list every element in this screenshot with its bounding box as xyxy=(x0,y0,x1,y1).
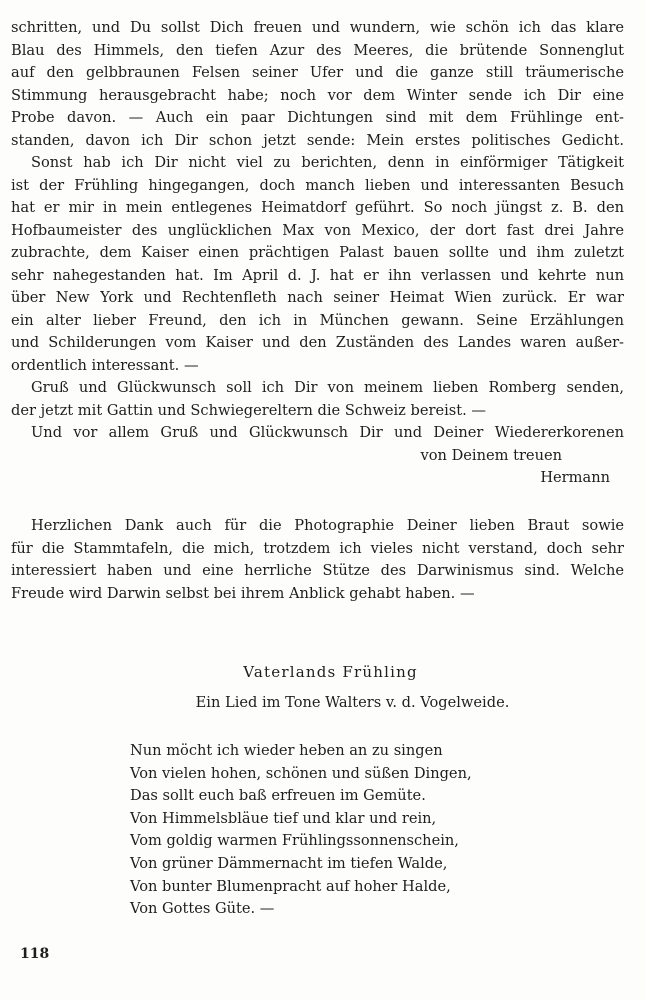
letter-signature: Hermann xyxy=(540,469,610,486)
text-line: Probe davon. — Auch ein paar Dichtungen sind mit dem Frühlinge ent- xyxy=(11,109,624,126)
text-line: schritten, und Du sollst Dich freuen und wundern, wie schön ich das klare xyxy=(11,19,624,36)
poem-subtitle: Ein Lied im Tone Walters v. d. Vogelweide. xyxy=(195,694,510,711)
letter-postscript xyxy=(11,515,624,605)
text-line: hat er mir in mein entlegenes Heimatdorf geführt. So noch jüngst z. B. den xyxy=(11,199,624,216)
text-line: interessiert haben und eine herrliche Stütze des Darwinismus sind. Welche xyxy=(11,562,624,579)
text-line: ordentlich interessant. — xyxy=(11,356,199,374)
poem-line: Von Gottes Güte. — xyxy=(130,900,275,918)
text-line: ein alter lieber Freund, den ich in München gewann. Seine Erzählungen xyxy=(11,311,624,329)
letter-paragraph-4 xyxy=(11,422,624,490)
text-line: sehr nahegestanden hat. Im April d. J. hat er ihn verlassen und kehrte nun xyxy=(11,266,624,284)
text-line: standen, davon ich Dir schon jetzt sende: Mein erstes politisches Gedicht. xyxy=(11,131,624,149)
letter-closing: von Deinem treuen xyxy=(420,446,562,464)
text-line: über New York und Rechtenfleth nach seiner Heimat Wien zurück. Er war xyxy=(11,289,624,306)
poem-line: Vom goldig warmen Frühlingssonnenschein, xyxy=(130,832,459,850)
page-number: 118 xyxy=(20,946,50,962)
poem-line: Von Himmelsbläue tief und klar und rein, xyxy=(130,809,437,827)
poem-body xyxy=(130,740,472,921)
poem-line: Von bunter Blumenpracht auf hoher Halde, xyxy=(130,877,451,895)
text-line: Hofbaumeister des unglücklichen Max von Mexico, der dort fast drei Jahre xyxy=(11,221,624,239)
text-line: für die Stammtafeln, die mich, trotzdem ich vieles nicht verstand, doch sehr xyxy=(11,539,624,557)
text-line: Herzlichen Dank auch für die Photographie Deiner lieben Braut sowie xyxy=(31,517,624,534)
text-line: der jetzt mit Gattin und Schwiegereltern die Schweiz bereist. — xyxy=(11,401,486,419)
text-line: Gruß und Glückwunsch soll ich Dir von meinem lieben Romberg senden, xyxy=(31,379,624,396)
text-line: zubrachte, dem Kaiser einen prächtigen Palast bauen sollte und ihm zuletzt xyxy=(11,244,624,261)
text-line: Blau des Himmels, den tiefen Azur des Meeres, die brütende Sonnenglut xyxy=(11,41,624,59)
letter-paragraph-1 xyxy=(11,17,624,152)
poem-line: Das sollt euch baß erfreuen im Gemüte. xyxy=(130,787,426,805)
text-line: Stimmung herausgebracht habe; noch vor dem Winter sende ich Dir eine xyxy=(11,86,624,104)
text-line: Sonst hab ich Dir nicht viel zu berichten, denn in einförmiger Tätigkeit xyxy=(31,154,624,171)
text-line: Freude wird Darwin selbst bei ihrem Anblick gehabt haben. — xyxy=(11,584,475,602)
poem-line: Von grüner Dämmernacht im tiefen Walde, xyxy=(130,854,448,872)
poem-line: Von vielen hohen, schönen und süßen Dingen, xyxy=(130,764,472,782)
letter-paragraph-3 xyxy=(11,377,624,422)
text-line: ist der Frühling hingegangen, doch manch lieben und interessanten Besuch xyxy=(11,176,624,194)
text-line: und Schilderungen vom Kaiser und den Zuständen des Landes waren außer- xyxy=(11,334,624,351)
letter-paragraph-2 xyxy=(11,152,624,377)
poem-title: Vaterlands Frühling xyxy=(243,663,418,681)
text-line: Und vor allem Gruß und Glückwunsch Dir und Deiner Wiedererkorenen xyxy=(31,424,624,441)
poem-line: Nun möcht ich wieder heben an zu singen xyxy=(130,742,443,759)
text-line: auf den gelbbraunen Felsen seiner Ufer und die ganze still träumerische xyxy=(11,64,624,81)
